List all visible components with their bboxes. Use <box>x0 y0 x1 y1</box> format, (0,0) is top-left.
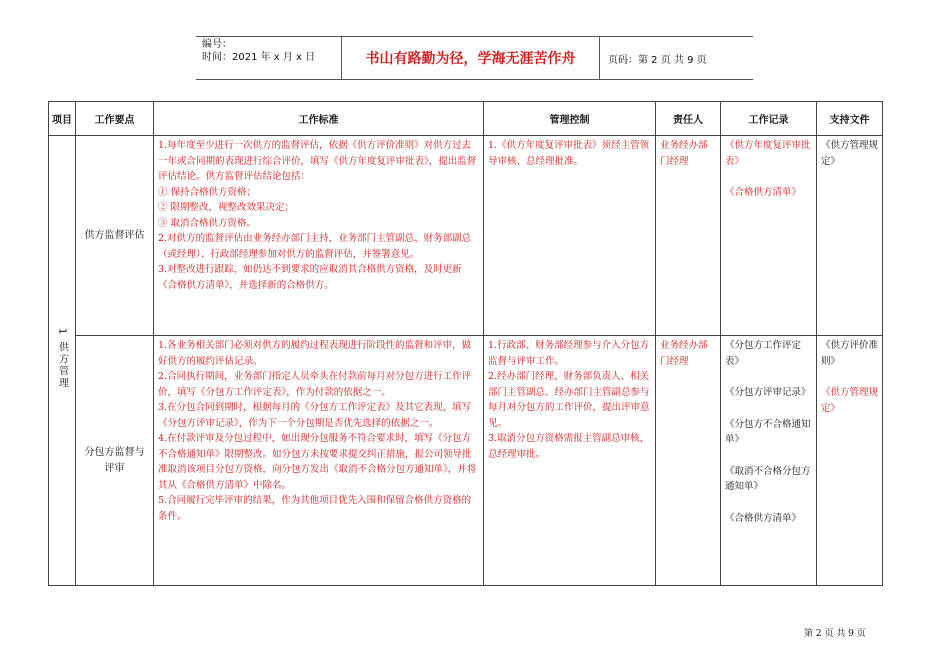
number-label: 编号： <box>202 39 232 50</box>
record-item: 《合格供方清单》 <box>725 187 802 198</box>
support-item: 《供方管理规定》 <box>821 387 879 414</box>
col-header-standard: 工作标准 <box>154 102 484 136</box>
standard-cell: 1.每年度至少进行一次供方的监督评估，依据《供方评价准则》对供方过去一年或合同期的表现进行综合评价，填写《供方年度复评审批表》，提出监督评估结论。供方监督评估结论包括： ① 保持合格供方资格； ② 限期整改，视整改效果决定； ③ 取消合格供方资格。 2.对供方的监督评估由业务经办部门主持，业务部门主管副总、财务部副总（或经理）、行政部经理参加对供方的监督评估，并签署意见。 3.对整改进行跟踪，如仍达不到要求的应取消其合格供方资格，及时更新《合格供方清单》，并选择新的合格供方。 <box>154 136 484 336</box>
header-meta <box>196 37 342 79</box>
table-row <box>49 336 883 586</box>
standard-cell: 1.各业务相关部门必须对供方的履约过程表现进行阶段性的监督和评审，做好供方的履约评估记录。 2.合同执行期间，业务部门指定人员牵头在付款前每月对分包方进行工作评价，填写《分包方工作评定表》，作为付款的依据之一。 3.在分包合同到期时，根据每月的《分包方工作评定表》及其它表现，填写《分包方评审记录》，作为下一个分包期是否优先选择的依据之一。 4.在付款评审及分包过程中，如出现分包服务不符合要求时，填写《分包方不合格通知单》限期整改。如分包方未按要求提交纠正措施，报公司领导批准取消该项目分包方资格，向分包方发出《取消不合格分包方通知单》，并将其从《合格供方清单》中除名。 5.合同履行完毕评审的结果，作为其他项目优先入围和保留合格供方资格的条件。 <box>154 336 484 586</box>
col-header-control: 管理控制 <box>484 102 656 136</box>
procedure-table <box>48 101 883 586</box>
page-label: 页码：第 2 页 共 9 页 <box>608 54 707 66</box>
col-header-item: 项目 <box>49 102 76 136</box>
motto: 书山有路勤为径，学海无涯苦作舟 <box>342 37 600 79</box>
document-header <box>196 36 753 80</box>
table-header-row <box>49 102 883 136</box>
category-cell <box>49 136 76 586</box>
responsible-cell: 业务经办部门经理 <box>656 336 721 586</box>
table-row <box>49 136 883 336</box>
time-label: 时间：2021 年 x 月 x 日 <box>202 52 316 63</box>
record-item: 《分包方工作评定表》 <box>725 340 802 367</box>
support-item: 《供方评价准则》 <box>821 340 879 367</box>
key-point-cell: 供方监督评估 <box>76 136 154 336</box>
support-item: 《供方管理规定》 <box>821 140 879 167</box>
record-item: 《取消不合格分包方通知单》 <box>725 465 811 492</box>
page-footer: 第 2 页 共 9 页 <box>804 629 866 639</box>
record-item: 《合格供方清单》 <box>725 512 802 524</box>
col-header-support: 支持文件 <box>817 102 883 136</box>
records-cell <box>721 136 817 336</box>
responsible-cell: 业务经办部门经理 <box>656 136 721 336</box>
support-cell <box>817 336 883 586</box>
record-item: 《分包方评审记录》 <box>725 387 811 398</box>
col-header-key-point: 工作要点 <box>76 102 154 136</box>
record-item: 《供方年度复评审批表》 <box>725 140 811 167</box>
record-item: 《分包方不合格通知单》 <box>725 418 811 445</box>
support-cell <box>817 136 883 336</box>
key-point-cell: 分包方监督与评审 <box>76 336 154 586</box>
col-header-records: 工作记录 <box>721 102 817 136</box>
category-label: 1 供方管理 <box>56 327 68 390</box>
records-cell <box>721 336 817 586</box>
col-header-responsible: 责任人 <box>656 102 721 136</box>
control-cell: 1.行政部、财务部经理参与介入分包方监督与评审工作。 2.经办部门经理、财务部负责人、相关部门主管副总、经办部门主管副总参与每月对分包方的工作评价，提出评审意见。 3.取消分包方资格需报主管副总审核，总经理审批。 <box>484 336 656 586</box>
control-cell: 1.《供方年度复评审批表》须经主管领导审核、总经理批准。 <box>484 136 656 336</box>
